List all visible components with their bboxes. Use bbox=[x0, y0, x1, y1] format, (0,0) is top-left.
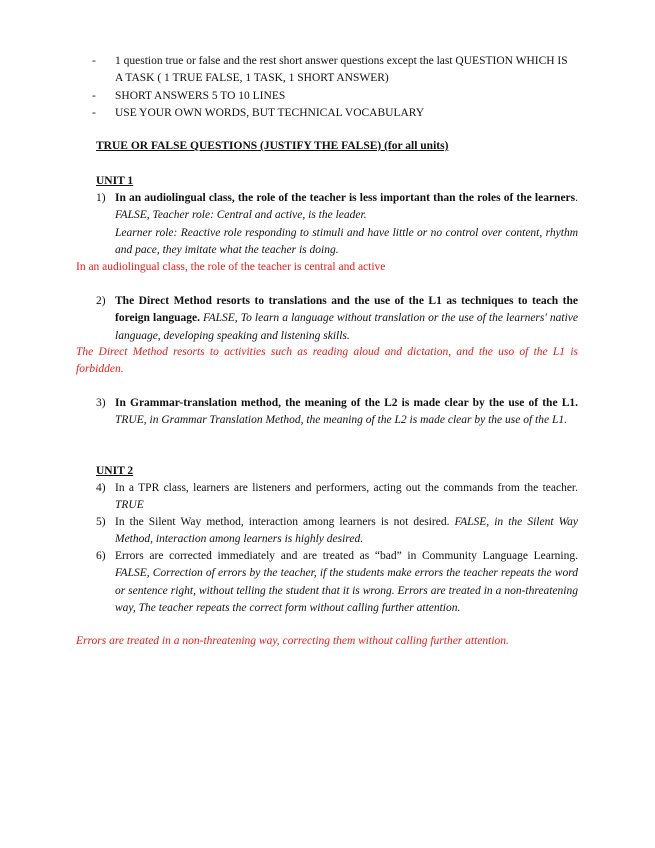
question-statement: The Direct Method resorts to translations and the use of the L1 as techniques to teach the foreign language. bbox=[115, 295, 578, 325]
question-answer-detail: Learner role: Reactive role responding to stimuli and have little or no control over content, rhythm and pace, they imitate what the teacher is doing. bbox=[115, 226, 578, 257]
question-answer: FALSE, Teacher role: Central and active, is the leader. bbox=[115, 209, 367, 222]
instructions-list bbox=[92, 53, 572, 123]
instruction-text: USE YOUR OWN WORDS, BUT TECHNICAL VOCABULARY bbox=[115, 107, 425, 120]
correction-text: Errors are treated in a non-threatening way, correcting them without calling further attention. bbox=[76, 635, 509, 647]
unit-title: UNIT 1 bbox=[96, 175, 134, 187]
question-number: 5) bbox=[96, 516, 106, 528]
question-item bbox=[96, 480, 578, 515]
question-number: 2) bbox=[96, 295, 106, 307]
instruction-text: SHORT ANSWERS 5 TO 10 LINES bbox=[115, 89, 286, 102]
question-item bbox=[96, 190, 578, 260]
question-statement: In Grammar-translation method, the meaning of the L2 is made clear by the use of the L1. bbox=[115, 397, 578, 409]
bullet-dash: - bbox=[92, 107, 96, 120]
question-answer: TRUE, in Grammar Translation Method, the meaning of the L2 is made clear by the use of the L1. bbox=[115, 414, 567, 427]
question-body: In an audiolingual class, the role of the teacher is less important than the roles of the learners. FALSE, Teacher role: Central and active, is the leader. Learner role: Reactive role responding to stimuli and have little or no control over content, rhythm and pace, they imitate what the teacher is doing. bbox=[115, 192, 578, 257]
question-number: 4) bbox=[96, 482, 106, 494]
question-item bbox=[96, 395, 578, 430]
question-statement: Errors are corrected immediately and are treated as “bad” in Community Language Learning. bbox=[115, 550, 578, 562]
question-statement: In the Silent Way method, interaction among learners is not desired. bbox=[115, 516, 450, 528]
question-number: 6) bbox=[96, 550, 106, 562]
question-answer: FALSE, in the Silent Way Method, interaction among learners is highly desired. bbox=[115, 516, 578, 546]
question-body bbox=[115, 548, 578, 618]
question-answer: FALSE, To learn a language without translation or the use of the learners' native language, developing speaking and listening skills. bbox=[115, 312, 579, 342]
instruction-item bbox=[92, 105, 572, 122]
question-body bbox=[115, 480, 578, 515]
question-answer: FALSE, Correction of errors by the teacher, if the students make errors the teacher repeats the word or sentence right, without telling the student that it is wrong. Errors are treated in a non-threatening way, The teacher repeats the correct form without calling further attention. bbox=[115, 567, 578, 615]
correction-text: In an audiolingual class, the role of the teacher is central and active bbox=[76, 261, 386, 273]
instruction-item bbox=[92, 53, 572, 88]
instruction-item bbox=[92, 88, 572, 105]
question-item bbox=[96, 548, 578, 618]
section-heading: TRUE OR FALSE QUESTIONS (JUSTIFY THE FALSE) (for all units) bbox=[96, 140, 449, 152]
question-body bbox=[115, 293, 578, 345]
question-number: 3) bbox=[96, 397, 106, 409]
question-statement: In a TPR class, learners are listeners and performers, acting out the commands from the teacher. bbox=[115, 482, 578, 494]
unit-title: UNIT 2 bbox=[96, 465, 134, 477]
question-item bbox=[96, 514, 578, 549]
instruction-text: 1 question true or false and the rest short answer questions except the last QUESTION WHICH IS A TASK ( 1 TRUE FALSE, 1 TASK, 1 SHORT ANSWER) bbox=[115, 55, 568, 85]
bullet-dash: - bbox=[92, 89, 96, 102]
bullet-dash: - bbox=[92, 55, 96, 67]
question-number: 1) bbox=[96, 192, 106, 204]
question-body bbox=[115, 514, 578, 549]
correction-text: The Direct Method resorts to activities such as reading aloud and dictation, and the uso of the L1 is forbidden. bbox=[76, 346, 578, 376]
question-body bbox=[115, 395, 578, 430]
question-answer: TRUE bbox=[115, 499, 144, 512]
question-statement: In an audiolingual class, the role of the teacher is less important than the roles of the learners bbox=[115, 192, 576, 204]
question-item bbox=[96, 293, 578, 345]
